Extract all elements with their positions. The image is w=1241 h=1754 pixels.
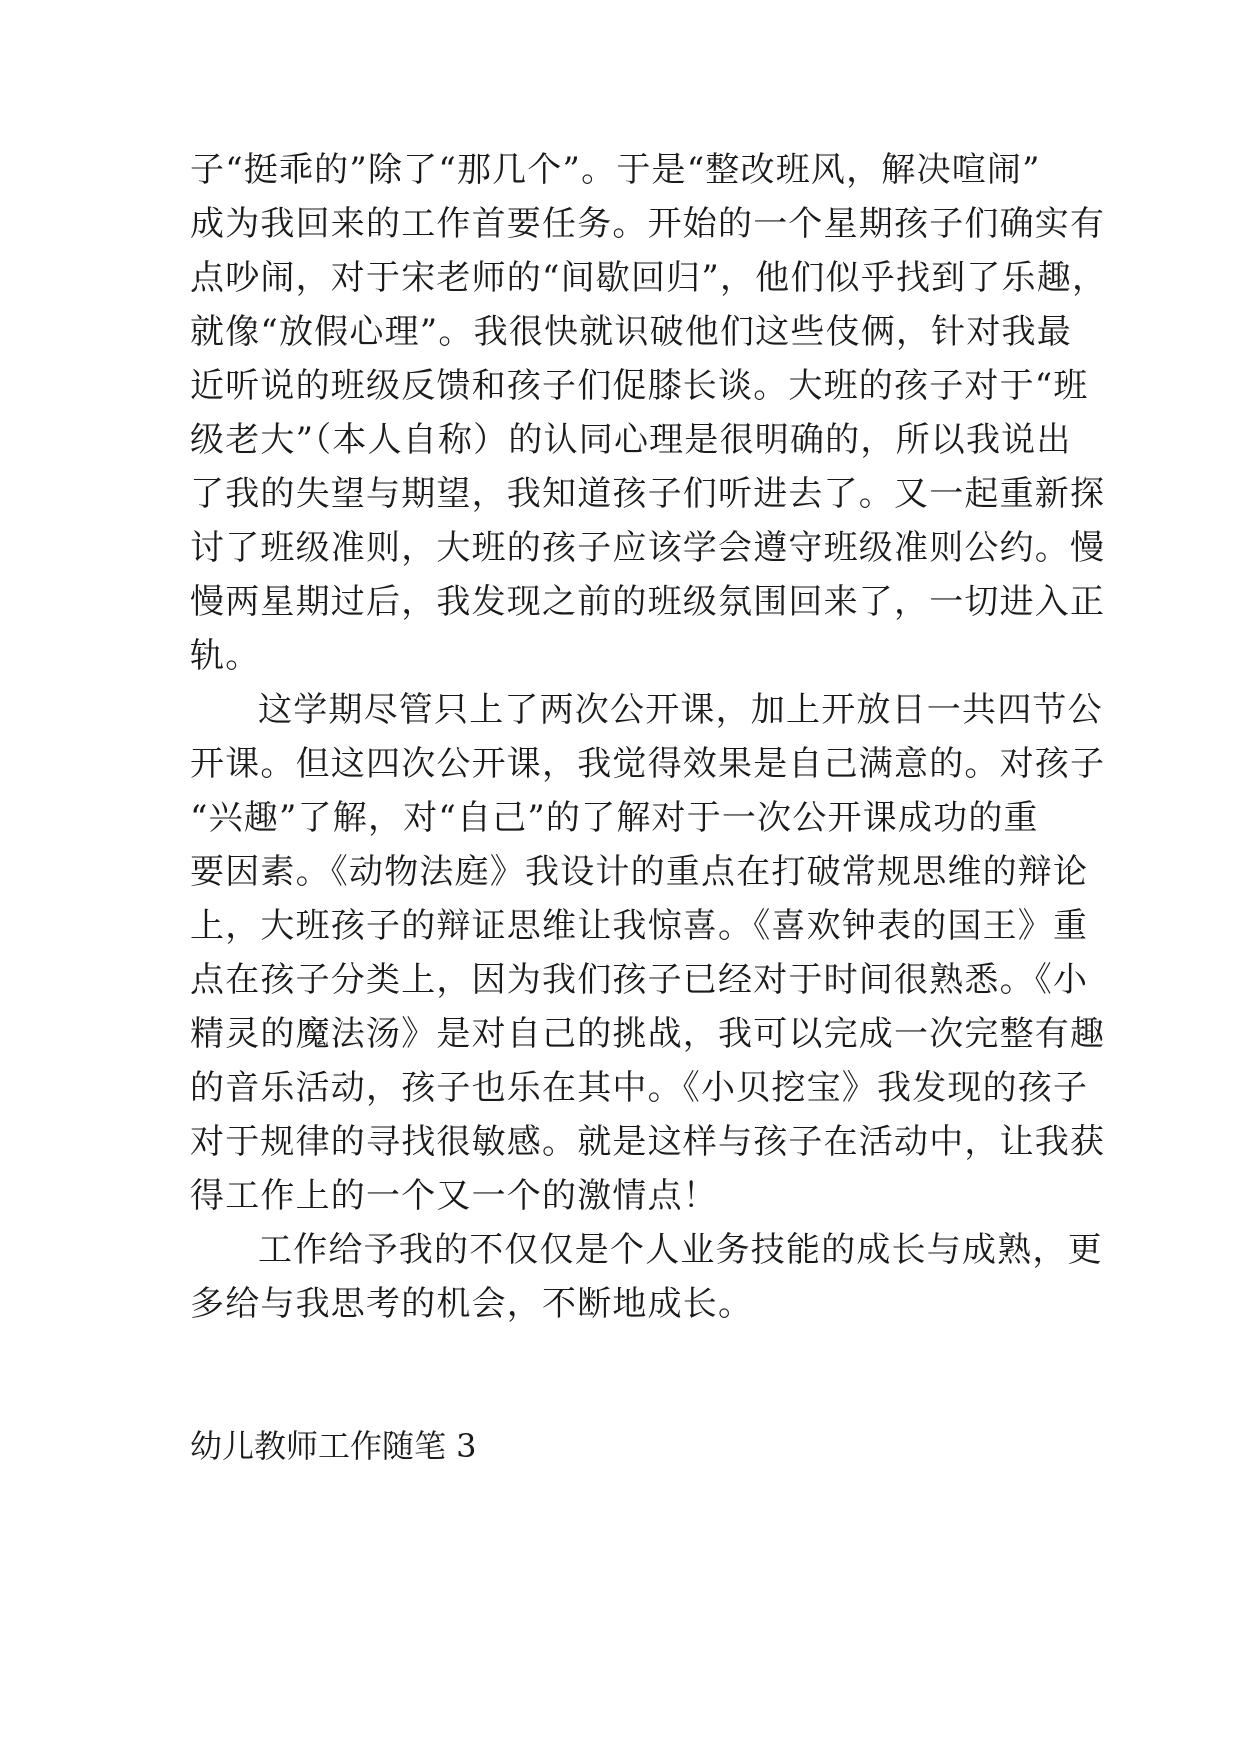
section-title: 幼儿教师工作随笔 3	[190, 1427, 477, 1465]
paragraph-line: 开课。但这四次公开课，我觉得效果是自己满意的。对孩子	[190, 744, 1106, 784]
paragraph-line: “兴趣”了解，对“自己”的了解对于一次公开课成功的重	[190, 798, 1039, 838]
paragraph-line: 近听说的班级反馈和孩子们促膝长谈。大班的孩子对于“班	[190, 366, 1089, 406]
paragraph-line: 得工作上的一个又一个的激情点！	[190, 1176, 718, 1216]
paragraph-line: 子“挺乖的”除了“那几个”。于是“整改班风，解决喧闹”	[190, 150, 1041, 190]
paragraph-line: 对于规律的寻找很敏感。就是这样与孩子在活动中，让我获	[190, 1122, 1106, 1162]
paragraph-line: 点在孩子分类上，因为我们孩子已经对于时间很熟悉。《小	[190, 960, 1089, 1000]
paragraph-line: 级老大”（本人自称）的认同心理是很明确的，所以我说出	[190, 420, 1072, 460]
paragraph-line: 工作给予我的不仅仅是个人业务技能的成长与成熟，更	[258, 1230, 1103, 1270]
paragraph-line: 点吵闹，对于宋老师的“间歇回归”，他们似乎找到了乐趣，	[190, 258, 1108, 298]
paragraph-line: 要因素。《动物法庭》我设计的重点在打破常规思维的辩论	[190, 852, 1089, 892]
paragraph-line: 成为我回来的工作首要任务。开始的一个星期孩子们确实有	[190, 204, 1106, 244]
paragraph-line: 这学期尽管只上了两次公开课，加上开放日一共四节公	[258, 690, 1103, 730]
paragraph-line: 轨。	[190, 636, 261, 676]
paragraph-line: 上，大班孩子的辩证思维让我惊喜。《喜欢钟表的国王》重	[190, 906, 1089, 946]
paragraph-line: 精灵的魔法汤》是对自己的挑战，我可以完成一次完整有趣	[190, 1014, 1106, 1054]
paragraph-line: 慢两星期过后，我发现之前的班级氛围回来了，一切进入正	[190, 582, 1106, 622]
paragraph-line: 多给与我思考的机会，不断地成长。	[190, 1284, 754, 1324]
paragraph-line: 就像“放假心理”。我很快就识破他们这些伎俩，针对我最	[190, 312, 1072, 352]
paragraph-line: 了我的失望与期望，我知道孩子们听进去了。又一起重新探	[190, 474, 1106, 514]
paragraph-line: 的音乐活动，孩子也乐在其中。《小贝挖宝》我发现的孩子	[190, 1068, 1089, 1108]
paragraph-line: 讨了班级准则，大班的孩子应该学会遵守班级准则公约。慢	[190, 528, 1106, 568]
